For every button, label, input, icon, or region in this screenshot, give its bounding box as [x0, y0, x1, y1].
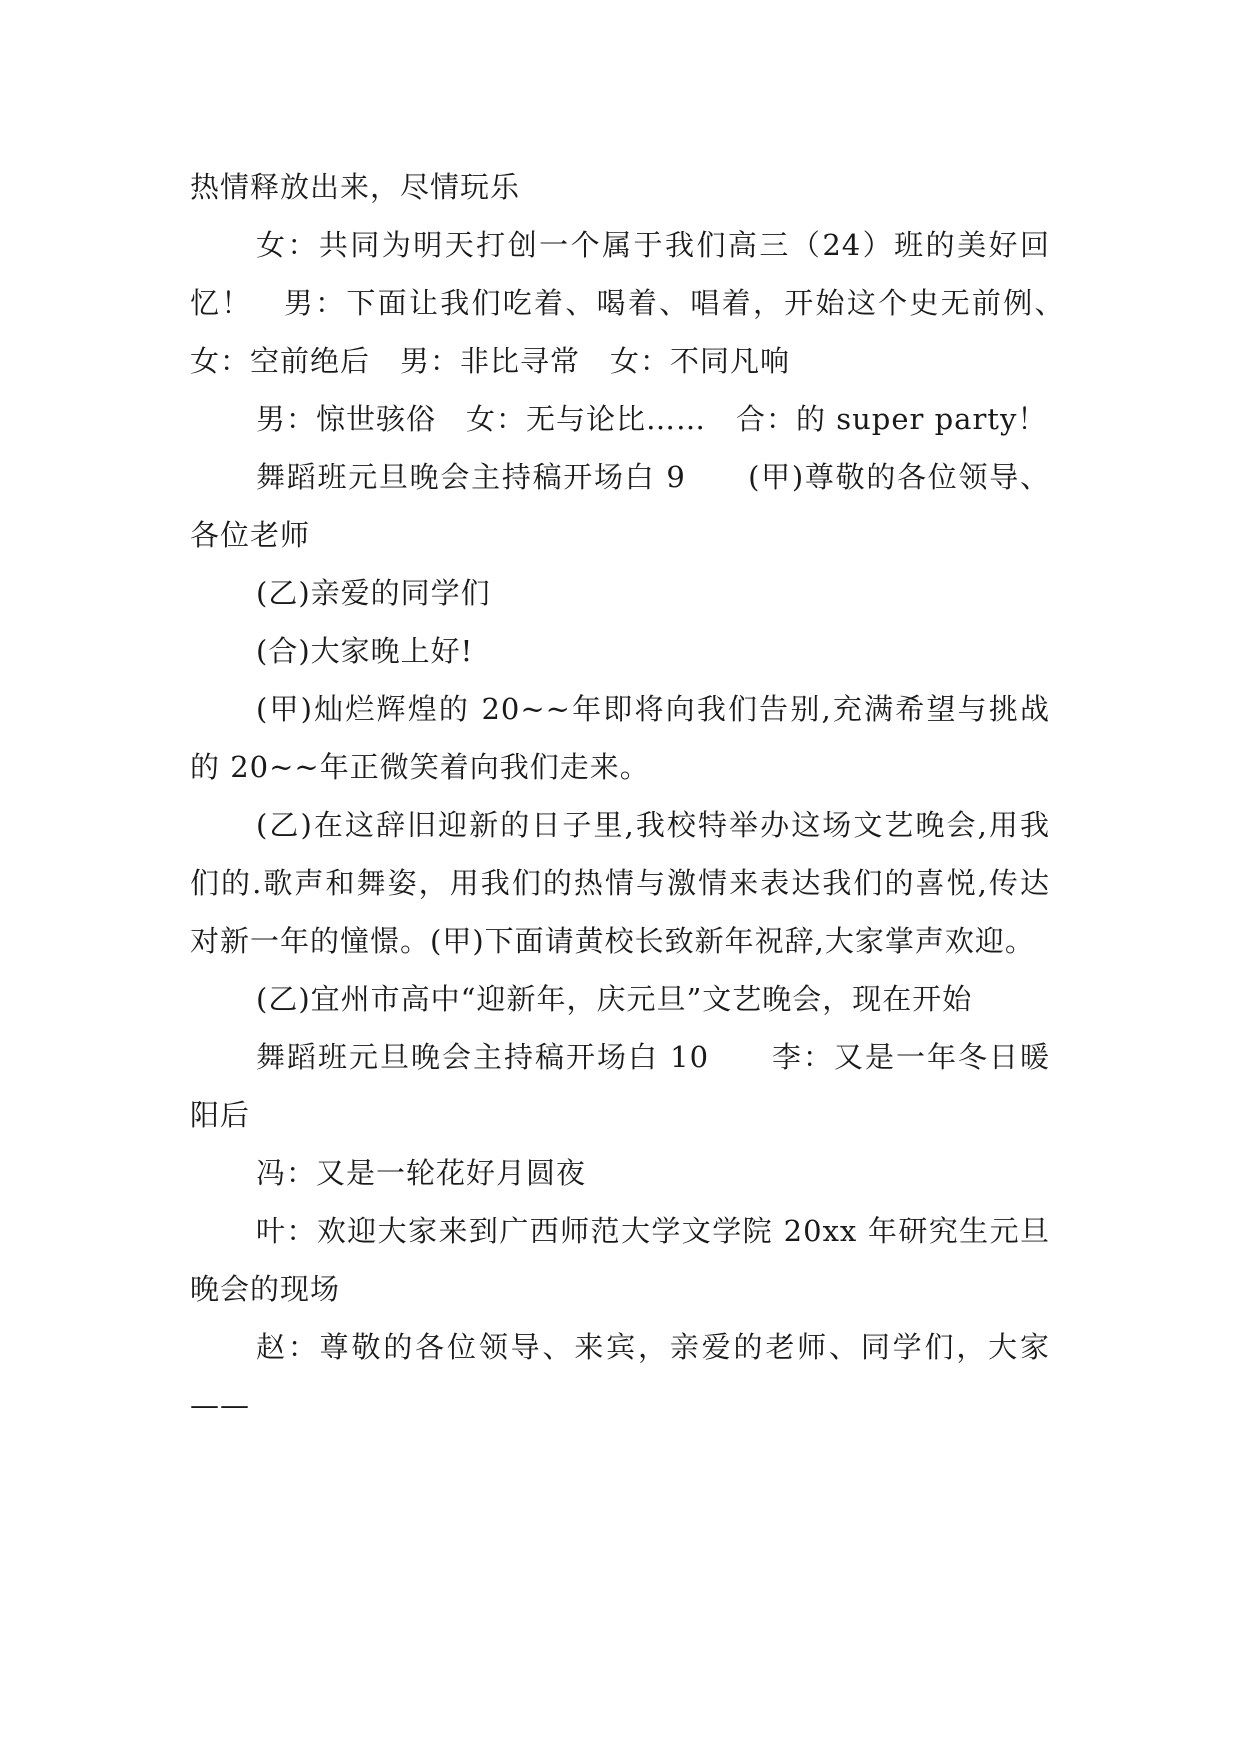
document-body: [190, 158, 1081, 1434]
paragraph-5: (乙)亲爱的同学们: [256, 576, 491, 610]
paragraph-9: (乙)宜州市高中“迎新年，庆元旦”文艺晚会，现在开始: [256, 982, 973, 1016]
paragraph-10: 舞蹈班元旦晚会主持稿开场白 10 李：又是一年冬日暖阳后: [190, 1040, 1050, 1132]
paragraph-12: 叶：欢迎大家来到广西师范大学文学院 20xx 年研究生元旦晚会的现场: [190, 1214, 1050, 1306]
paragraph-3: 男：惊世骇俗 女：无与论比…… 合：的 super party！: [256, 402, 1048, 436]
paragraph-13: 赵：尊敬的各位领导、来宾，亲爱的老师、同学们，大家——: [190, 1330, 1050, 1422]
paragraph-11: 冯：又是一轮花好月圆夜: [256, 1156, 587, 1190]
paragraph-7: (甲)灿烂辉煌的 20~~年即将向我们告别,充满希望与挑战的 20~~年正微笑着向我们走来。: [190, 692, 1050, 784]
paragraph-2: 女：共同为明天打创一个属于我们高三（24）班的美好回忆！ 男：下面让我们吃着、喝着、唱着，开始这个史无前例、 女：空前绝后 男：非比寻常 女：不同凡响: [190, 228, 1081, 378]
paragraph-6: (合)大家晚上好!: [256, 634, 474, 668]
paragraph-1: 热情释放出来，尽情玩乐: [190, 170, 521, 204]
paragraph-8: (乙)在这辞旧迎新的日子里,我校特举办这场文艺晚会,用我们的.歌声和舞姿，用我们的热情与激情来表达我们的喜悦,传达对新一年的憧憬。(甲)下面请黄校长致新年祝辞,大家掌声欢迎。: [190, 808, 1050, 958]
paragraph-4: 舞蹈班元旦晚会主持稿开场白 9 (甲)尊敬的各位领导、各位老师: [190, 460, 1050, 552]
